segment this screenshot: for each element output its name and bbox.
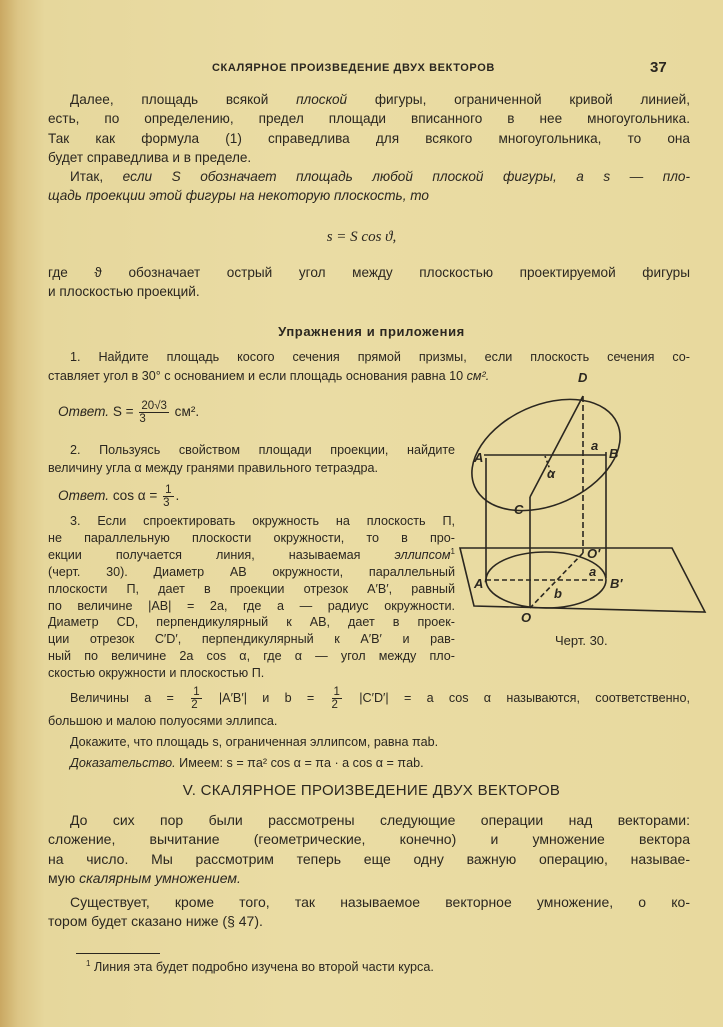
text-run: не параллельную плоскости окружности, то в про- [48,530,455,545]
text-line [58,482,318,510]
text-line [70,754,690,773]
text-line [48,912,690,931]
text-line [48,129,690,148]
footnote [86,958,686,977]
text-line [48,186,690,205]
label-a: A [474,450,484,465]
text-run: есть, по определению, предел площади вписанного в нее многоугольника. [48,111,690,127]
text-line [48,850,690,869]
text-run: 3. Если спроектировать окружность на плоскость П, [70,514,455,528]
text-line [86,958,686,977]
text-run: S = [109,404,138,419]
fraction-numerator: 1 [333,686,340,699]
text-line [48,712,690,731]
italic-text-run: Доказательство. [70,756,176,770]
text-line [48,811,690,830]
text-line [48,665,455,682]
text-run: на число. Мы рассмотрим теперь еще одну важную операцию, называе- [48,850,690,867]
fraction-denominator: 2 [191,699,198,712]
label-alpha: α [547,466,556,481]
text-line [48,90,690,109]
text-line [48,614,455,631]
italic-text-run: Ответ. [58,404,110,419]
text-run: Так как формула (1) справедлива для всякого многоугольника, то она [48,130,690,146]
text-line [48,109,690,128]
fraction [163,484,173,509]
figure-caption: Черт. 30. [555,633,608,648]
text-run: Существует, кроме того, так называемое векторное умножение, о ко- [70,894,690,910]
fraction-denominator: 3 [139,412,146,425]
text-run: Имеем: s = πa² cos α = πa · a cos α = πab. [175,756,424,770]
exercise-3-prove [70,733,690,752]
text-run: где ϑ обозначает острый угол между плоскостью проектируемой фигуры [48,265,690,280]
paragraph-vector-product [48,893,690,932]
text-run: |A′B′| и b = [203,691,330,705]
text-run: величину угла α между гранями правильного тетраэдра. [48,461,379,475]
text-run: Далее, площадь всякой [70,92,297,107]
text-line [48,598,455,615]
paragraph-theorem [48,167,690,206]
diameter-cd [530,396,583,497]
page-number: 37 [650,59,667,76]
italic-text-run: если S обозначает площадь любой плоской фигуры, а s — пло- [122,169,691,184]
fraction [139,400,169,425]
italic-text-run: Ответ. [58,488,110,503]
text-run: 1. Найдите площадь косого сечения прямой призмы, если плоскость сечения со- [70,350,690,364]
text-line [48,648,455,665]
text-run: плоскости П, дает в проекции отрезок A′B′, равный [48,581,455,596]
italic-text-run: щадь проекции этой фигуры на некоторую плоскость, то [48,188,429,204]
projection-plane [460,548,705,612]
fraction [191,686,201,711]
text-line [48,263,690,282]
text-line [70,733,690,752]
fraction-denominator: 2 [331,699,338,712]
label-a-prime: A′ [474,576,487,591]
text-run: . [175,488,180,503]
text-run: скостью окружности и плоскостью П. [48,666,265,681]
text-run: по величине |AB| = 2a, где a — радиус окружности. [48,598,455,613]
text-run: До сих пор были рассмотрены следующие операции над векторами: [70,812,690,828]
text-run: см². [170,404,200,419]
text-line [58,398,318,426]
fraction [332,686,342,711]
text-run: сложение, вычитание (геометрические, конечно) и умножение вектора [48,831,690,848]
text-run: Величины a = [70,691,190,705]
footnote-marker: 1 [450,546,455,556]
exercise-3-semiaxes [48,684,690,731]
text-line [48,830,690,849]
label-o: O [521,610,532,625]
text-line [48,348,690,367]
text-run: тором будет сказано ниже (§ 47). [48,913,263,930]
text-run: и плоскостью проекций. [48,284,200,300]
label-a-top: a [591,438,599,453]
formula-projection-area: s = S cos ϑ, [326,229,397,245]
text-line [48,564,455,581]
exercise-3 [48,513,455,682]
text-run: Диаметр CD, перпендикулярный к AB, дает в проек- [48,615,455,630]
exercise-3-proof [70,754,690,773]
answer-1 [58,398,318,426]
text-run: Итак, [70,169,123,184]
footnote-marker: 1 [86,958,91,968]
italic-text-run: см². [466,369,490,384]
label-b-minor: b [554,586,562,601]
fraction-numerator: 1 [193,686,200,699]
text-line [48,869,690,888]
text-run: большою и малою полуосями эллипса. [48,714,278,728]
text-line [48,441,455,459]
text-run: будет справедлива и в пределе. [48,149,252,165]
text-line [48,282,690,301]
text-run: ставляет угол в 30° с основанием и если площадь основания равна 10 [48,369,467,384]
text-line [48,631,455,648]
text-run: фигуры, ограниченной кривой линией, [347,92,691,107]
fraction-numerator: 20√3 [141,399,167,412]
answer-2 [58,482,318,510]
text-run: ный по величине 2a cos α, где α — угол между пло- [48,649,455,664]
exercises-heading: Упражнения и приложения [278,324,465,339]
text-line [48,581,455,598]
text-line [48,367,690,386]
text-run: мую [48,869,80,886]
exercise-2 [48,441,455,477]
italic-text-run: плоской [296,92,348,107]
text-run: ции отрезок C′D′, перпендикулярный к A′B′ и рав- [48,632,455,647]
italic-text-run: эллипсом [394,547,451,562]
text-line [48,684,690,712]
italic-text-run: скалярным умножением. [79,869,241,886]
paragraph-angle-note [48,263,690,302]
paragraph-operations [48,811,690,888]
text-run: Докажите, что площадь s, ограниченная эллипсом, равна πab. [70,735,439,749]
paragraph-area-definition [48,90,690,167]
bottom-ellipse [486,552,606,608]
text-line [48,893,690,912]
footnote-rule [76,953,160,954]
alpha-dashed [545,456,553,478]
label-c: C [514,502,524,517]
text-line [48,547,455,564]
text-line [48,167,690,186]
text-line [48,459,455,477]
label-b: B [609,446,619,461]
text-run: Линия эта будет подробно изучена во второй части курса. [90,960,434,974]
text-line [48,530,455,547]
fraction-numerator: 1 [165,483,172,496]
text-run: cos α = [109,488,162,503]
label-d: D [578,370,588,385]
fraction-denominator: 3 [163,496,170,509]
running-header-title: СКАЛЯРНОЕ ПРОИЗВЕДЕНИЕ ДВУХ ВЕКТОРОВ [212,62,495,74]
text-run: 2. Пользуясь свойством площади проекции, найдите [70,443,455,457]
label-b-prime: B′ [610,576,623,591]
text-run: |C′D′| = a cos α называются, соответственно, [343,691,690,705]
section-heading: V. СКАЛЯРНОЕ ПРОИЗВЕДЕНИЕ ДВУХ ВЕКТОРОВ [182,782,561,799]
text-run: екции получается линия, называемая [48,547,395,562]
text-line [48,513,455,530]
exercise-1 [48,348,690,387]
c-prime-d-prime [530,553,583,608]
text-line [48,148,690,167]
top-circle [454,378,637,533]
label-a-bottom: a [589,564,597,579]
text-run: (черт. 30). Диаметр AB окружности, параллельный [48,564,455,579]
label-o-prime: O′ [587,546,601,561]
